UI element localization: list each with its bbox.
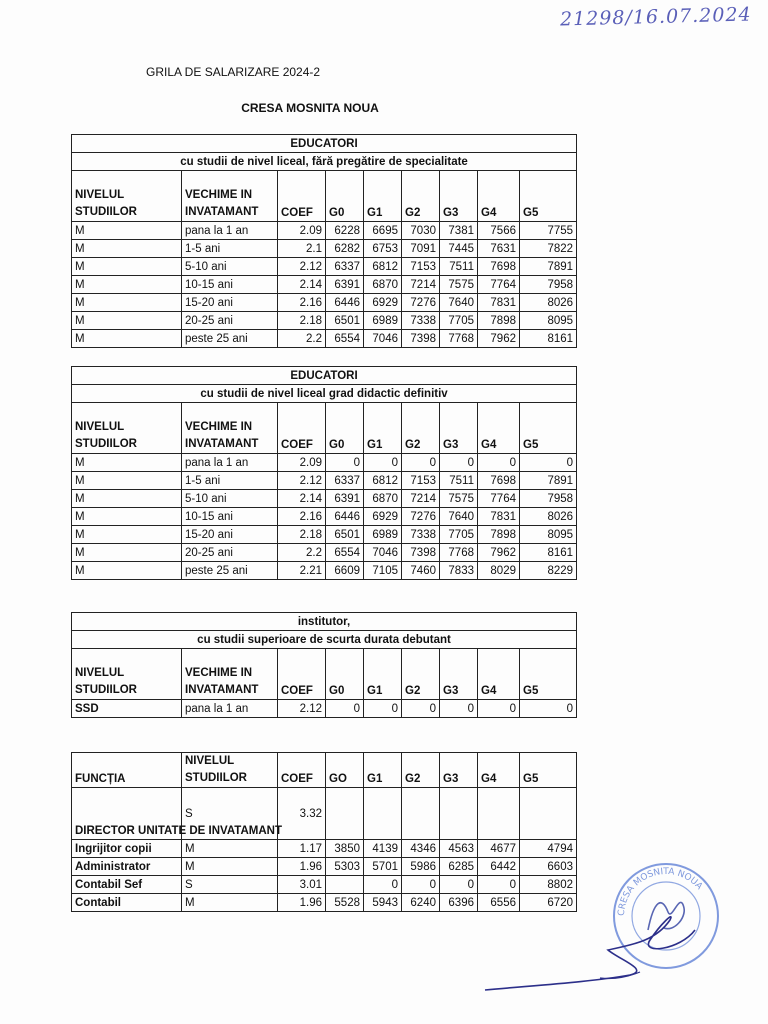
cell-coef: 3.32 (278, 788, 326, 840)
header-vechime: VECHIME IN INVATAMANT (182, 403, 278, 454)
cell-g3: 6396 (440, 894, 478, 912)
cell-coef: 1.96 (278, 894, 326, 912)
header-g0: G0 (326, 403, 364, 454)
table-row (72, 240, 577, 258)
table-title: EDUCATORI (72, 135, 577, 153)
cell-g0: 0 (326, 454, 364, 472)
table-subtitle: cu studii superioare de scurta durata debutant (72, 631, 577, 649)
cell-vechime: peste 25 ani (182, 330, 278, 348)
cell-g0 (326, 876, 364, 894)
signature-icon (480, 890, 710, 1000)
cell-nivel: M (72, 222, 182, 240)
cell-g5: 8161 (520, 544, 577, 562)
header-g3: G3 (440, 649, 478, 700)
cell-g3: 7511 (440, 472, 478, 490)
table-row (72, 562, 577, 580)
cell-g1: 6812 (364, 472, 402, 490)
table-row (72, 330, 577, 348)
cell-g2: 7030 (402, 222, 440, 240)
cell-g2: 7091 (402, 240, 440, 258)
table-row (72, 700, 577, 718)
cell-g4: 0 (478, 700, 520, 718)
cell-vechime: pana la 1 an (182, 222, 278, 240)
header-g2: G2 (402, 403, 440, 454)
cell-g0: 6446 (326, 508, 364, 526)
header-functia: FUNCȚIA (72, 753, 182, 788)
cell-nivel: M (182, 858, 278, 876)
cell-g2: 7460 (402, 562, 440, 580)
header-coef: COEF (278, 649, 326, 700)
cell-g3: 7768 (440, 330, 478, 348)
cell-nivel: M (72, 508, 182, 526)
cell-nivel: M (72, 294, 182, 312)
cell-g5: 7958 (520, 276, 577, 294)
cell-g0: 5303 (326, 858, 364, 876)
cell-g2: 6240 (402, 894, 440, 912)
cell-g3: 7511 (440, 258, 478, 276)
cell-nivel: S (182, 876, 278, 894)
cell-g2: 0 (402, 700, 440, 718)
table-row (72, 222, 577, 240)
cell-coef: 2.16 (278, 294, 326, 312)
cell-coef: 2.14 (278, 276, 326, 294)
cell-g5: 7891 (520, 472, 577, 490)
cell-vechime: 20-25 ani (182, 312, 278, 330)
svg-text:CRESA MOSNITA NOUA: CRESA MOSNITA NOUA (616, 866, 705, 917)
cell-g4: 4677 (478, 840, 520, 858)
table-title: institutor, (72, 613, 577, 631)
cell-g5: 8095 (520, 526, 577, 544)
cell-g4 (478, 788, 520, 840)
cell-vechime: peste 25 ani (182, 562, 278, 580)
cell-coef: 2.1 (278, 240, 326, 258)
cell-nivel: M (72, 330, 182, 348)
cell-g1: 6929 (364, 508, 402, 526)
cell-coef: 2.09 (278, 222, 326, 240)
cell-g0: 6501 (326, 312, 364, 330)
table-row (72, 858, 577, 876)
cell-g3: 7833 (440, 562, 478, 580)
cell-g2: 4346 (402, 840, 440, 858)
cell-nivel: M (72, 526, 182, 544)
cell-vechime: 1-5 ani (182, 472, 278, 490)
cell-g4: 7764 (478, 490, 520, 508)
cell-coef: 3.01 (278, 876, 326, 894)
cell-functia: Contabil (72, 894, 182, 912)
salary-table-institutor (71, 612, 577, 718)
cell-g0: 6337 (326, 472, 364, 490)
cell-functia: Contabil Sef (72, 876, 182, 894)
cell-g2: 7398 (402, 330, 440, 348)
cell-g1: 0 (364, 454, 402, 472)
cell-g3: 7640 (440, 508, 478, 526)
cell-vechime: 20-25 ani (182, 544, 278, 562)
cell-g5: 8095 (520, 312, 577, 330)
header-coef: COEF (278, 753, 326, 788)
cell-g2: 7398 (402, 544, 440, 562)
header-g5: G5 (520, 649, 577, 700)
cell-g4: 7764 (478, 276, 520, 294)
cell-coef: 2.16 (278, 508, 326, 526)
cell-g1: 6870 (364, 276, 402, 294)
cell-g3: 7705 (440, 312, 478, 330)
cell-g3 (440, 788, 478, 840)
cell-g4: 7698 (478, 472, 520, 490)
institution-name: CRESA MOSNITA NOUA (241, 101, 379, 115)
cell-g3: 0 (440, 700, 478, 718)
cell-vechime: 5-10 ani (182, 490, 278, 508)
cell-nivel: S (182, 788, 278, 840)
header-g3: G3 (440, 753, 478, 788)
cell-coef: 2.2 (278, 544, 326, 562)
cell-g4: 7631 (478, 240, 520, 258)
cell-coef: 2.12 (278, 258, 326, 276)
table-row (72, 276, 577, 294)
header-g1: G1 (364, 171, 402, 222)
cell-nivel: M (72, 312, 182, 330)
header-g4: G4 (478, 753, 520, 788)
cell-g2: 7153 (402, 472, 440, 490)
header-nivel: NIVELUL STUDIILOR (182, 753, 278, 788)
header-g2: G2 (402, 649, 440, 700)
header-g2: G2 (402, 753, 440, 788)
header-g4: G4 (478, 403, 520, 454)
cell-g1: 7046 (364, 544, 402, 562)
cell-g4: 0 (478, 876, 520, 894)
cell-g2: 7153 (402, 258, 440, 276)
cell-g3: 0 (440, 876, 478, 894)
table-row (72, 454, 577, 472)
table-subtitle: cu studii de nivel liceal, fără pregătire de specialitate (72, 153, 577, 171)
cell-g1 (364, 788, 402, 840)
cell-coef: 2.14 (278, 490, 326, 508)
header-g3: G3 (440, 171, 478, 222)
cell-g2: 7214 (402, 490, 440, 508)
cell-coef: 2.09 (278, 454, 326, 472)
handwritten-registration-number: 21298/16.07.2024 (559, 3, 752, 31)
cell-coef: 2.2 (278, 330, 326, 348)
header-g2: G2 (402, 171, 440, 222)
cell-nivel: M (72, 454, 182, 472)
cell-g1: 6929 (364, 294, 402, 312)
cell-g5: 7822 (520, 240, 577, 258)
table-row (72, 258, 577, 276)
table-row (72, 490, 577, 508)
cell-g1: 5943 (364, 894, 402, 912)
cell-g1: 5701 (364, 858, 402, 876)
cell-g3: 6285 (440, 858, 478, 876)
cell-nivel: M (72, 276, 182, 294)
cell-g3: 7381 (440, 222, 478, 240)
cell-g3: 4563 (440, 840, 478, 858)
cell-g4: 7831 (478, 508, 520, 526)
cell-g5: 0 (520, 700, 577, 718)
cell-vechime: pana la 1 an (182, 700, 278, 718)
table-row (72, 508, 577, 526)
cell-nivel: M (72, 472, 182, 490)
table-subtitle: cu studii de nivel liceal grad didactic definitiv (72, 385, 577, 403)
cell-g1: 7046 (364, 330, 402, 348)
cell-g3: 7640 (440, 294, 478, 312)
cell-g4: 7831 (478, 294, 520, 312)
cell-g0: 6609 (326, 562, 364, 580)
cell-g0: 6337 (326, 258, 364, 276)
header-coef: COEF (278, 403, 326, 454)
cell-g2 (402, 788, 440, 840)
header-nivel: NIVELUL STUDIILOR (72, 403, 182, 454)
cell-g2: 7276 (402, 294, 440, 312)
cell-g0: 6391 (326, 276, 364, 294)
cell-g3: 7575 (440, 276, 478, 294)
cell-g5: 8026 (520, 294, 577, 312)
cell-g2: 0 (402, 876, 440, 894)
cell-g2: 7338 (402, 312, 440, 330)
cell-vechime: 1-5 ani (182, 240, 278, 258)
cell-nivel: M (72, 490, 182, 508)
cell-vechime: pana la 1 an (182, 454, 278, 472)
header-nivel: NIVELUL STUDIILOR (72, 171, 182, 222)
cell-g4: 7898 (478, 526, 520, 544)
cell-g3: 7768 (440, 544, 478, 562)
header-nivel: NIVELUL STUDIILOR (72, 649, 182, 700)
cell-g5: 4794 (520, 840, 577, 858)
header-vechime: VECHIME IN INVATAMANT (182, 171, 278, 222)
cell-g3: 0 (440, 454, 478, 472)
cell-nivel: M (72, 258, 182, 276)
cell-vechime: 10-15 ani (182, 508, 278, 526)
cell-g0: 6228 (326, 222, 364, 240)
header-g5: G5 (520, 171, 577, 222)
cell-coef: 2.12 (278, 700, 326, 718)
cell-g0: 3850 (326, 840, 364, 858)
cell-g0: 6282 (326, 240, 364, 258)
salary-table-educatori-grad-definitiv (71, 366, 577, 580)
cell-coef: 2.18 (278, 312, 326, 330)
cell-nivel: SSD (72, 700, 182, 718)
cell-nivel: M (72, 544, 182, 562)
cell-vechime: 10-15 ani (182, 276, 278, 294)
cell-g0: 6554 (326, 544, 364, 562)
cell-g2: 0 (402, 454, 440, 472)
header-g5: G5 (520, 753, 577, 788)
header-g0: G0 (326, 171, 364, 222)
cell-g1: 6989 (364, 526, 402, 544)
cell-g5 (520, 788, 577, 840)
cell-g4: 0 (478, 454, 520, 472)
table-row (72, 788, 577, 840)
cell-coef: 2.12 (278, 472, 326, 490)
cell-g3: 7575 (440, 490, 478, 508)
cell-g0: 6446 (326, 294, 364, 312)
cell-vechime: 5-10 ani (182, 258, 278, 276)
cell-g0: 6501 (326, 526, 364, 544)
header-g1: G1 (364, 649, 402, 700)
cell-g3: 7705 (440, 526, 478, 544)
cell-g1: 6695 (364, 222, 402, 240)
table-row (72, 544, 577, 562)
header-g5: G5 (520, 403, 577, 454)
cell-g5: 8802 (520, 876, 577, 894)
header-vechime: VECHIME IN INVATAMANT (182, 649, 278, 700)
salary-table-educatori-fara-pregatire (71, 134, 577, 348)
cell-g5: 7958 (520, 490, 577, 508)
cell-g2: 7214 (402, 276, 440, 294)
cell-g1: 0 (364, 876, 402, 894)
cell-g4: 7962 (478, 544, 520, 562)
table-row (72, 472, 577, 490)
cell-g2: 7338 (402, 526, 440, 544)
cell-functia: Administrator (72, 858, 182, 876)
cell-g5: 8161 (520, 330, 577, 348)
header-g1: G1 (364, 403, 402, 454)
cell-g0: 6391 (326, 490, 364, 508)
cell-g5: 7891 (520, 258, 577, 276)
cell-g5: 0 (520, 454, 577, 472)
cell-g0: 6554 (326, 330, 364, 348)
cell-g4: 7962 (478, 330, 520, 348)
cell-g1: 6753 (364, 240, 402, 258)
cell-g5: 6603 (520, 858, 577, 876)
table-row (72, 526, 577, 544)
header-g1: G1 (364, 753, 402, 788)
table-row (72, 312, 577, 330)
cell-g4: 6556 (478, 894, 520, 912)
cell-g0: 5528 (326, 894, 364, 912)
cell-g1: 6812 (364, 258, 402, 276)
cell-g5: 7755 (520, 222, 577, 240)
cell-g1: 7105 (364, 562, 402, 580)
cell-g2: 7276 (402, 508, 440, 526)
salary-table-functii (71, 752, 577, 912)
cell-g4: 7898 (478, 312, 520, 330)
header-g4: G4 (478, 649, 520, 700)
header-g0: GO (326, 753, 364, 788)
cell-vechime: 15-20 ani (182, 294, 278, 312)
table-row (72, 840, 577, 858)
cell-g5: 6720 (520, 894, 577, 912)
header-g0: G0 (326, 649, 364, 700)
cell-g3: 7445 (440, 240, 478, 258)
header-coef: COEF (278, 171, 326, 222)
cell-g0: 0 (326, 700, 364, 718)
document-title: GRILA DE SALARIZARE 2024-2 (146, 65, 321, 79)
cell-g2: 5986 (402, 858, 440, 876)
cell-vechime: 15-20 ani (182, 526, 278, 544)
cell-nivel: M (72, 240, 182, 258)
cell-nivel: M (182, 894, 278, 912)
cell-coef: 1.17 (278, 840, 326, 858)
cell-coef: 2.18 (278, 526, 326, 544)
table-row (72, 294, 577, 312)
cell-nivel: M (72, 562, 182, 580)
cell-g4: 7698 (478, 258, 520, 276)
cell-g4: 7566 (478, 222, 520, 240)
cell-nivel: M (182, 840, 278, 858)
cell-g5: 8026 (520, 508, 577, 526)
cell-coef: 1.96 (278, 858, 326, 876)
cell-g5: 8229 (520, 562, 577, 580)
cell-functia: DIRECTOR UNITATE DE INVATAMANT (72, 788, 182, 840)
cell-g1: 6870 (364, 490, 402, 508)
cell-g1: 6989 (364, 312, 402, 330)
cell-g1: 0 (364, 700, 402, 718)
cell-functia: Ingrijitor copii (72, 840, 182, 858)
cell-coef: 2.21 (278, 562, 326, 580)
header-g4: G4 (478, 171, 520, 222)
cell-g0 (326, 788, 364, 840)
table-title: EDUCATORI (72, 367, 577, 385)
cell-g1: 4139 (364, 840, 402, 858)
header-g3: G3 (440, 403, 478, 454)
cell-g4: 6442 (478, 858, 520, 876)
cell-g4: 8029 (478, 562, 520, 580)
